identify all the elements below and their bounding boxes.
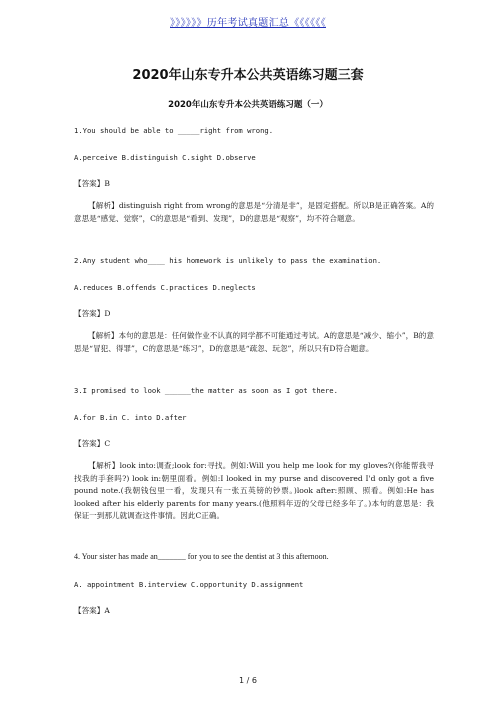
answer-label: 【答案】D [74,309,111,318]
section-subtitle: 2020年山东专升本公共英语练习题（一） [168,100,328,110]
question-options: A.perceive B.distinguish C.sight D.observe [74,153,256,162]
answer-label: 【答案】A [74,606,110,615]
explanation-text: 【解析】look into:调查;look for:寻找。例如:Will you help me look for my gloves?(你能帮我寻找我的手套吗?) look in:朝里面看。例如:I looked in my purse and discovered I'd only got a five pound note.(我朝钱包里一看，发现只有一张五英镑的钞票。)look after:照顾、照看。例如:He has looked after his elderly parents for many years.(他照料年迈的父母已经多年了。)本句的意思是：我保证一到那儿就调查这件事情。因此C正确。 [74,461,434,521]
answer-label: 【答案】B [74,179,110,188]
question-stem: 1.You should be able to _____right from wrong. [74,126,274,135]
explanation-paragraph [74,330,434,355]
question-options: A.reduces B.offends C.practices D.neglects [74,283,256,292]
exam-archive-link[interactable]: 》》》》》》历年考试真题汇总《《《《《《 [170,18,326,29]
explanation-paragraph [74,460,434,523]
question-stem: 4. Your sister has made an_______ for you to see the dentist at 3 this afternoon. [74,552,329,561]
question-stem: 3.I promised to look ______the matter as soon as I got there. [74,386,338,395]
explanation-text: 【解析】distinguish right from wrong的意思是“分清是非”，是固定搭配。所以B是正确答案。A的意思是“感觉、觉察”，C的意思是“看到、发现”，D的意思是“观察”，均不符合题意。 [74,201,434,223]
document-title: 2020年山东专升本公共英语练习题三套 [132,68,364,83]
question-options: A. appointment B.interview C.opportunity D.assignment [74,580,304,589]
explanation-text: 【解析】本句的意思是：任何做作业不认真的同学都不可能通过考试。A的意思是“减少、缩小”，B的意思是“冒犯、得罪”，C的意思是“练习”，D的意思是“疏忽、玩忽”，所以只有D符合题意。 [74,331,434,353]
question-options: A.for B.in C. into D.after [74,413,187,422]
explanation-paragraph [74,200,434,225]
answer-label: 【答案】C [74,439,111,448]
page-indicator: 1 / 6 [239,676,257,685]
question-stem: 2.Any student who____ his homework is unlikely to pass the examination. [74,256,382,265]
